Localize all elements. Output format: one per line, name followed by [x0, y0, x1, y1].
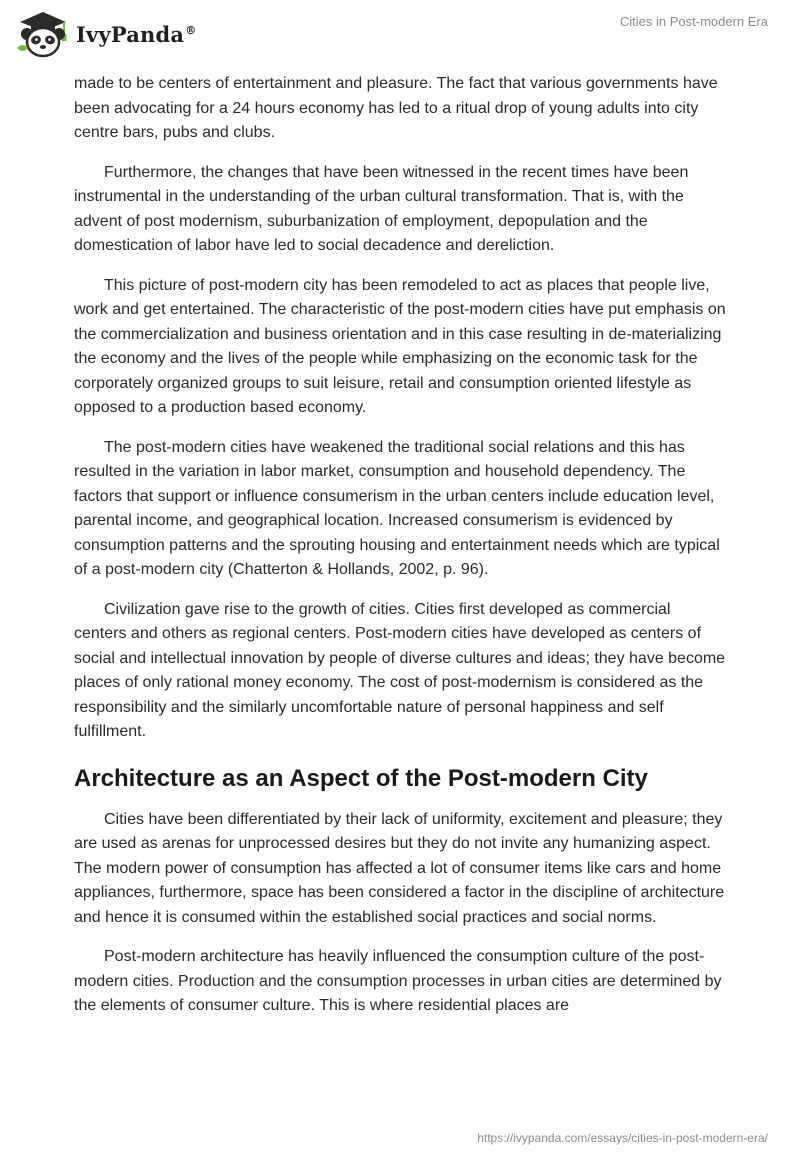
- document-title: Cities in Post-modern Era: [619, 14, 768, 29]
- panda-graduation-cap-icon: [14, 8, 72, 60]
- registered-mark: ®: [185, 23, 197, 37]
- paragraph: Cities have been differentiated by their lack of uniformity, excitement and pleasure; they are used as arenas for unprocessed desires but they do not invite any humanizing aspect. The modern power of consumption has affected a lot of consumer items like cars and home appliances, furthermore, space has been considered a factor in the discipline of architecture and hence it is consumed within the established social practices and social norms.: [74, 810, 725, 926]
- paragraph: Post-modern architecture has heavily influenced the consumption culture of the post-modern cities. Production and the consumption processes in urban cities are determined by the elements of consumer culture. This is where residential places are: [74, 948, 722, 1014]
- paragraph: This picture of post-modern city has been remodeled to act as places that people live, work and get entertained. The characteristic of the post-modern cities have put emphasis on the commercialization and business orientation and in this case resulting in de-materializing the economy and the lives of the people while emphasizing on the economic task for the corporately organized groups to suit leisure, retail and consumption oriented lifestyle as opposed to a production based economy.: [74, 276, 726, 416]
- essay-body: [74, 72, 726, 1034]
- section-heading: Architecture as an Aspect of the Post-modern City: [74, 764, 648, 792]
- logo-text: IvyPanda®: [76, 21, 197, 47]
- paragraph: made to be centers of entertainment and pleasure. The fact that various governments have been advocating for a 24 hours economy has led to a ritual drop of young adults into city centre bars, pubs and clubs.: [74, 75, 718, 141]
- ivypanda-logo[interactable]: [14, 8, 196, 60]
- paragraph: The post-modern cities have weakened the traditional social relations and this has resulted in the variation in labor market, consumption and household dependency. The factors that support or influence consumerism in the urban centers include education level, parental income, and geographical location. Increased consumerism is evidenced by consumption patterns and the sprouting housing and entertainment needs which are typical of a post-modern city (Chatterton & Hollands, 2002, p. 96).: [74, 438, 720, 578]
- paragraph: Civilization gave rise to the growth of cities. Cities first developed as commercial centers and others as regional centers. Post-modern cities have developed as centers of social and intellectual innovation by people of diverse cultures and ideas; they have become places of only rational money economy. The cost of post-modernism is considered as the responsibility and the similarly uncomfortable nature of personal happiness and self fulfillment.: [74, 600, 726, 740]
- source-url[interactable]: https://ivypanda.com/essays/cities-in-post-modern-era/: [477, 1131, 768, 1145]
- page-header: [0, 0, 800, 70]
- paragraph: Furthermore, the changes that have been witnessed in the recent times have been instrumental in the understanding of the urban cultural transformation. That is, with the advent of post modernism, suburbanization of employment, depopulation and the domestication of labor have led to social decadence and dereliction.: [74, 163, 689, 254]
